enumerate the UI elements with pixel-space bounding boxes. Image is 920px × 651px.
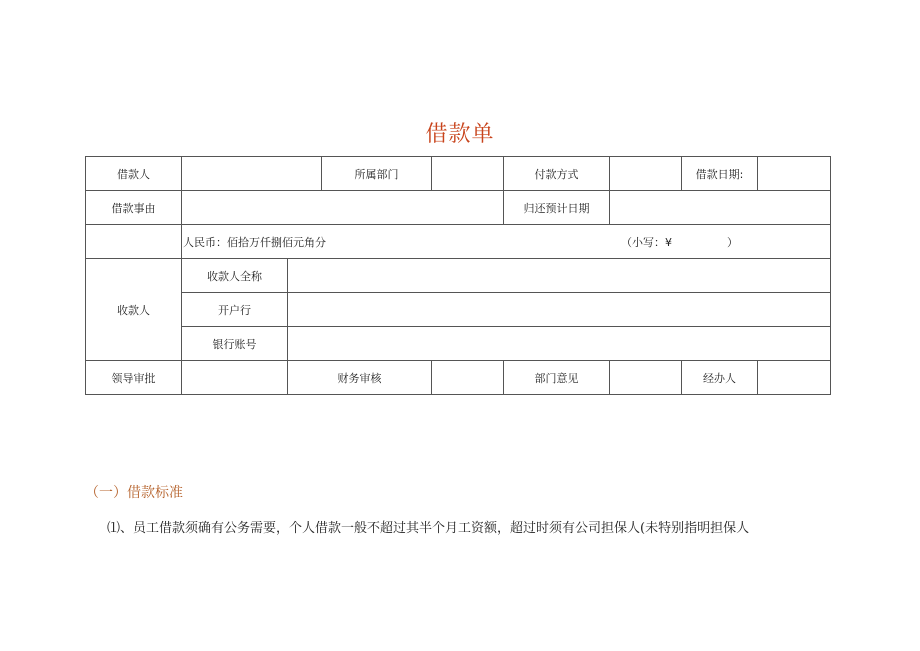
leader-field[interactable] — [182, 361, 288, 395]
payee-fullname-label: 收款人全称 — [182, 259, 288, 293]
bank-label: 开户行 — [182, 293, 288, 327]
leader-label: 领导审批 — [86, 361, 182, 395]
amount-row-label — [86, 225, 182, 259]
document-title: 借款单 — [425, 122, 495, 147]
loan-form-table — [85, 156, 831, 395]
borrower-field[interactable] — [182, 157, 322, 191]
payment-method-field[interactable] — [610, 157, 682, 191]
handler-field[interactable] — [758, 361, 831, 395]
table-row — [86, 293, 831, 327]
table-row — [86, 157, 831, 191]
amount-text: 人民币：佰拾万仟捌佰元角分 — [183, 235, 326, 249]
payee-label: 收款人 — [86, 259, 182, 361]
small-amount-text: （小写：¥ ） — [621, 235, 738, 249]
dept-opinion-field[interactable] — [610, 361, 682, 395]
account-label: 银行账号 — [182, 327, 288, 361]
dept-field[interactable] — [432, 157, 504, 191]
dept-opinion-label: 部门意见 — [504, 361, 610, 395]
table-row — [86, 191, 831, 225]
handler-label: 经办人 — [682, 361, 758, 395]
account-field[interactable] — [288, 327, 831, 361]
reason-field[interactable] — [182, 191, 504, 225]
table-row — [86, 259, 831, 293]
amount-field[interactable] — [182, 225, 831, 259]
return-date-label: 归还预计日期 — [504, 191, 610, 225]
payee-fullname-field[interactable] — [288, 259, 831, 293]
table-row — [86, 225, 831, 259]
finance-label: 财务审核 — [288, 361, 432, 395]
section-paragraph: ⑴、员工借款须确有公务需要，个人借款一般不超过其半个月工资额，超过时须有公司担保人(未特别指明担保人 — [107, 521, 750, 536]
borrower-label: 借款人 — [86, 157, 182, 191]
borrow-date-label: 借款日期: — [682, 157, 758, 191]
borrow-date-field[interactable] — [758, 157, 831, 191]
table-row — [86, 327, 831, 361]
payment-method-label: 付款方式 — [504, 157, 610, 191]
bank-field[interactable] — [288, 293, 831, 327]
return-date-field[interactable] — [610, 191, 831, 225]
finance-field[interactable] — [432, 361, 504, 395]
table-row — [86, 361, 831, 395]
dept-label: 所属部门 — [322, 157, 432, 191]
reason-label: 借款事由 — [86, 191, 182, 225]
section-heading: （一）借款标准 — [85, 485, 183, 501]
